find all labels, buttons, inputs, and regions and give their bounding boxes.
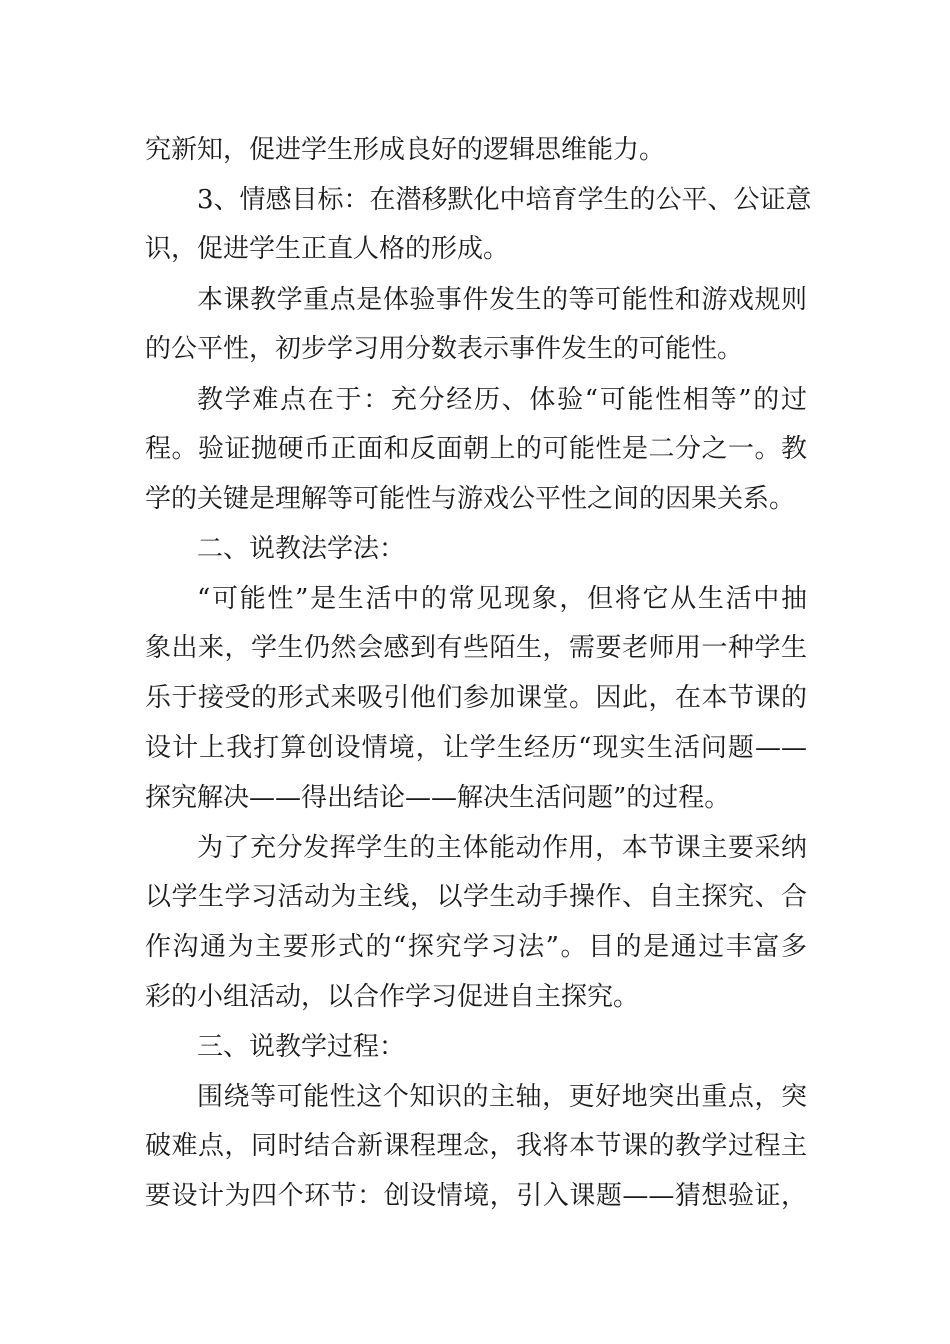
text-line: 破难点，同时结合新课程理念，我将本节课的教学过程主 — [145, 1131, 807, 1161]
text-line: 探究解决——得出结论——解决生活问题”的过程。 — [145, 783, 731, 813]
text-line: 彩的小组活动，以合作学习促进自主探究。 — [145, 982, 640, 1012]
section-heading: 二、说教法学法： — [197, 534, 406, 564]
text-line: 程。验证抛硬币正面和反面朝上的可能性是二分之一。教 — [145, 434, 807, 464]
text-line: 3、情感目标：在潜移默化中培育学生的公平、公证意 — [197, 185, 812, 215]
text-line: 作沟通为主要形式的“探究学习法”。目的是通过丰富多 — [145, 932, 807, 962]
text-line: 识，促进学生正直人格的形成。 — [145, 234, 510, 264]
text-line: 以学生学习活动为主线，以学生动手操作、自主探究、合 — [145, 882, 807, 912]
text-line: 学的关键是理解等可能性与游戏公平性之间的因果关系。 — [145, 484, 796, 514]
text-line: 象出来，学生仍然会感到有些陌生，需要老师用一种学生 — [145, 633, 807, 663]
text-line: “可能性”是生活中的常见现象，但将它从生活中抽 — [197, 584, 807, 614]
text-line: 本课教学重点是体验事件发生的等可能性和游戏规则 — [197, 285, 807, 315]
text-line: 乐于接受的形式来吸引他们参加课堂。因此，在本节课的 — [145, 683, 807, 713]
text-line: 围绕等可能性这个知识的主轴，更好地突出重点，突 — [197, 1082, 807, 1112]
text-line: 教学难点在于：充分经历、体验“可能性相等”的过 — [197, 385, 807, 415]
text-line: 设计上我打算创设情境，让学生经历“现实生活问题—— — [145, 733, 807, 763]
text-line: 为了充分发挥学生的主体能动作用，本节课主要采纳 — [197, 833, 807, 863]
section-heading: 三、说教学过程： — [197, 1032, 406, 1062]
text-line: 究新知，促进学生形成良好的逻辑思维能力。 — [145, 135, 666, 165]
text-line: 要设计为四个环节：创设情境，引入课题——猜想验证， — [145, 1181, 807, 1211]
text-line: 的公平性，初步学习用分数表示事件发生的可能性。 — [145, 334, 744, 364]
